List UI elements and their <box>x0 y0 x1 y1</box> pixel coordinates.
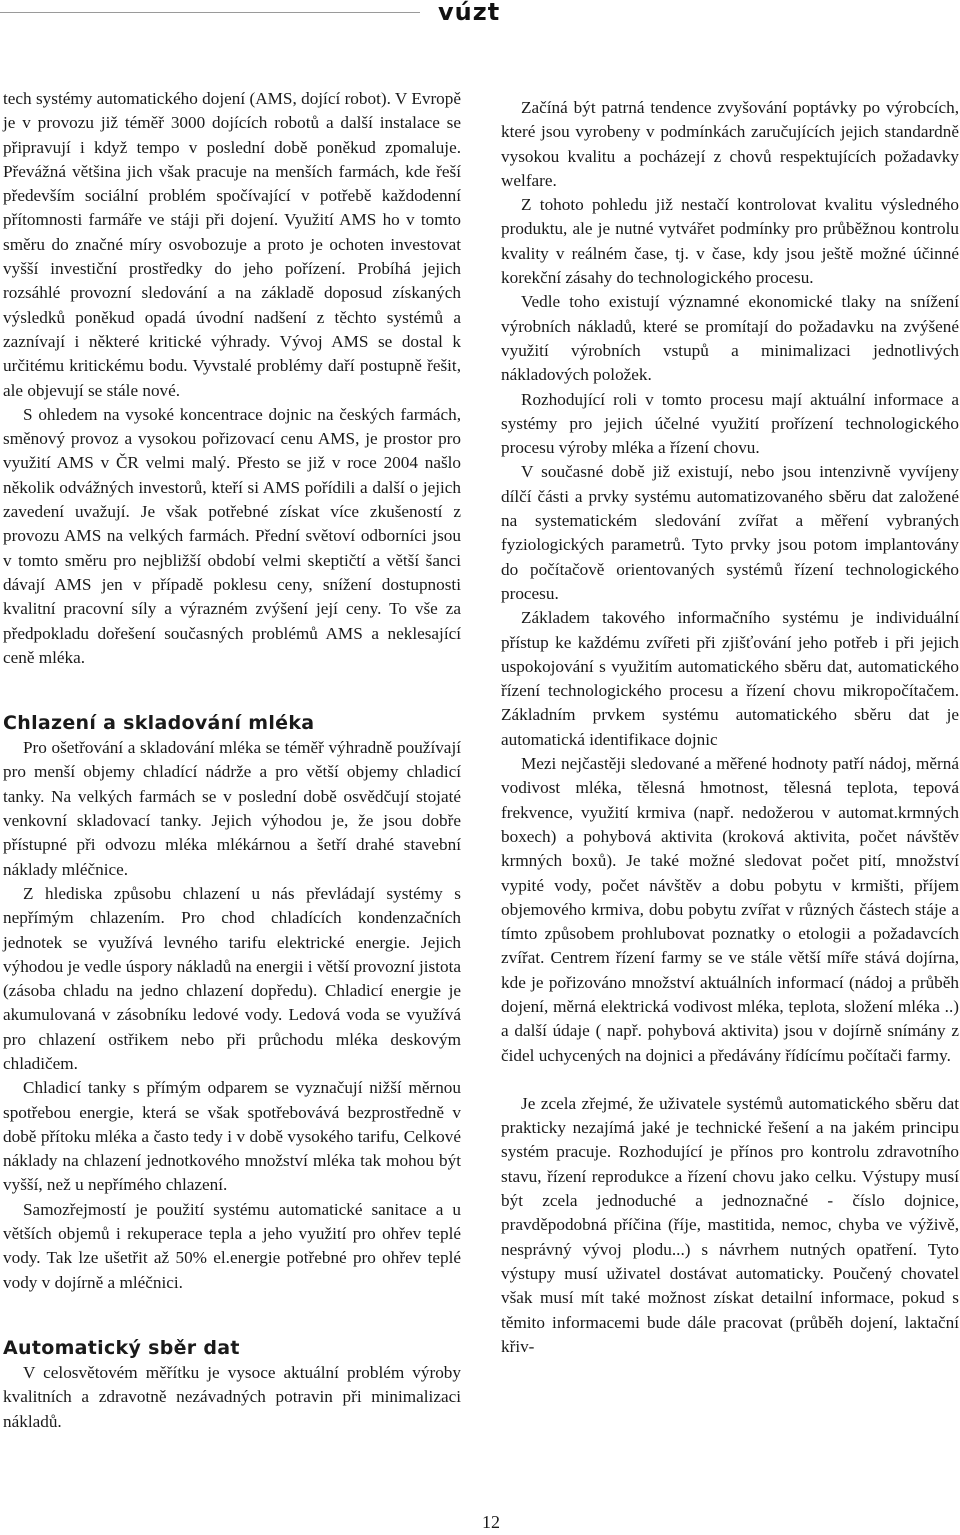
paragraph: Mezi nejčastěji sledované a měřené hodnoty patří nádoj, měrná vodivost mléka, tělesná hmotnost, tělesná teplota, tepová frekvence, využití krmiva (např. nedožerou v automat.krmných boxech) a pohybová aktivita (kroková aktivita, počet návštěv krmných boxů). Je také možné sledovat počet pití, množství vypité vody, počet návštěv a dobu pobytu v krmišti, příjem objemového krmiva, dobu pobytu zvířat v různých částech stáje a tímto způsobem prohlubovat poznatky o etologii a požadavcích zvířat. Centrem řízení farmy se ve stále větší míře stává dojírna, kde je pořizováno množství aktuálních informací (nádoj a průběh dojení, měrná elektrická vodivost mléka, teplota, složení mléka ..) a další údaje ( např. pohybová aktivita) jsou v dojírně snímány z čidel uchycených na dojnici a předávány řídícímu počítači farmy. <box>501 754 959 1065</box>
header-rule <box>0 12 420 13</box>
paragraph: Z hlediska způsobu chlazení u nás převládají systémy s nepřímým chlazením. Pro chod chladících kondenzačních jednotek se využívá levného tarifu elektrické energie. Jejich výhodou je vedle úspory nákladů na energii i větší provozní jistota (zásoba chladu na jedno chlazení dopředu). Chladicí energie je akumulovaná v zásobníku ledové vody. Ledová voda se využívá pro chlazení ostřikem nebo při průchodu mléka deskovým chladičem. <box>3 883 461 1073</box>
left-column <box>3 87 461 1434</box>
section-heading: Automatický sběr dat <box>3 1336 240 1359</box>
paragraph: S ohledem na vysoké koncentrace dojnic na českých farmách, směnový provoz a vysokou pořizovací cenu AMS, je prostor pro využití AMS v ČR velmi malý. Přesto se již v roce 2004 našlo několik odvážných investorů, kteří si AMS pořídili a další o jejich zavedení uvažují. Je však potřebné získat více zkušeností z provozu AMS na velkých farmách. Přední světoví odborníci jsou v tomto směru pro nejbližší období velmi skeptičtí a větší šanci dávají AMS jen v případě poklesu ceny, snížení dostupnosti kvalitní pracovní síly a výrazném zvýšení její ceny. To vše za předpokladu dořešení současných problémů AMS a neklesající ceně mléka. <box>3 404 461 667</box>
publisher-logo: vúzt <box>438 0 501 26</box>
paragraph: V současné době již existují, nebo jsou intenzivně vyvíjeny dílčí části a prvky systému automatizovaného sběru dat založené na systematickém sledování zvířat a měření vybraných fyziologických parametrů. Tyto prvky jsou potom implantovány do počítačově orientovaných systémů řízení technologického procesu. <box>501 462 959 603</box>
paragraph: Pro ošetřování a skladování mléka se téměř výhradně používají pro menší objemy chladící nádrže a pro větší objemy chladicí tanky. Na velkých farmách se v poslední době osvědčují stojaté venkovní skladovací tanky. Jejich výhodou je, že jsou dobře přístupné při odvozu mléka mlékárnou a šetří drahé stavební náklady mléčnice. <box>3 738 461 879</box>
page-number: 12 <box>482 1512 500 1532</box>
paragraph: Z tohoto pohledu již nestačí kontrolovat kvalitu výsledného produktu, ale je nutné vytvářet podmínky pro průběžnou kontrolu kvality v reálném čase, tj. v čase, kdy jsou ještě možné účinné korekční zásahy do technologického procesu. <box>501 195 959 288</box>
paragraph: tech systémy automatického dojení (AMS, dojící robot). V Evropě je v provozu již téměř 3000 dojících robotů a další instalace se připravují i když tempo v poslední době poněkud zpomaluje. Převážná většina jich však pracuje na menších farmách, kde řeší především sociální problém spočívající v potřebě každodenní přítomnosti farmáře ve stáji při dojení. Využití AMS ho v tomto směru do značné míry osvobozuje a proto je ochoten investovat vyšší investiční prostředky do jeho pořízení. Probíhá jejich rozsáhlé provozní sledování a na základě doposud získaných výsledků poněkud opadá úvodní nadšení z těchto systémů a zaznívají i některé kritické výhrady. Vývoj AMS se dostal k určitému kritickému bodu. Vyvstalé problémy daří postupně řešit, ale objevují se stále nové. <box>3 89 461 400</box>
paragraph: Samozřejmostí je použití systému automatické sanitace a u větších objemů i rekuperace tepla a jeho využití pro ohřev teplé vody. Tak lze ušetřit až 50% el.energie potřebné pro ohřev teplé vody v dojírně a mléčnici. <box>3 1199 461 1292</box>
section-heading: Chlazení a skladování mléka <box>3 712 315 735</box>
paragraph: Je zcela zřejmé, že uživatele systémů automatického sběru dat prakticky nezajímá jaké je technické řešení a na jakém principu systém pracuje. Rozhodující je přínos pro kontrolu zdravotního stavu, řízení reprodukce a řízení chovu jako celku. Výstupy musí být zcela jednoduché a jednoznačné - číslo dojnice, pravděpodobná příčina (říje, mastitida, nemoc, chyba ve výživě, nesprávný vývoj plodu...) s návrhem nutných opatření. Tyto výstupy musí uživatel dostávat automaticky. Poučený chovatel však musí mít také možnost získat detailní informace, pokud s těmito informacemi bude dále pracovat (průběh dojení, laktační křiv- <box>501 1093 959 1356</box>
paragraph: Chladicí tanky s přímým odparem se vyznačují nižší měrnou spotřebou energie, která se však spotřebovává bezprostředně v době přítoku mléka a často tedy i v době vysokého tarifu, Celkové náklady na chlazení jednotkového množství mléka tak mohou být vyšší, než u nepřímého chlazení. <box>3 1078 461 1195</box>
paragraph: Základem takového informačního systému je individuální přístup ke každému zvířeti při zjišťování jeho potřeb i při jejich uspokojování s využitím automatického sběru dat, automatického řízení technologického procesu a řízení chovu mikropočítačem. Základním prvkem systému automatického sběru dat je automatická identifikace dojnic <box>501 608 959 749</box>
right-column <box>501 96 959 1359</box>
page-number-container <box>0 1512 960 1533</box>
paragraph: V celosvětovém měřítku je vysoce aktuální problém výroby kvalitních a zdravotně nezávadných potravin při minimalizaci nákladů. <box>3 1362 461 1431</box>
paragraph: Rozhodující roli v tomto procesu mají aktuální informace a systémy pro jejich účelné využití prořízení technologického procesu výroby mléka a řízení chovu. <box>501 389 959 458</box>
paragraph: Vedle toho existují významné ekonomické tlaky na snížení výrobních nákladů, které se promítají do požadavku na zvýšené využití výrobních vstupů a minimalizaci jednotlivých nákladových položek. <box>501 292 959 385</box>
paragraph: Začíná být patrná tendence zvyšování poptávky po výrobcích, které jsou vyrobeny v podmínkách zaručujících jejich standardně vysokou kvalitu a pocházejí z chovů respektujících požadavky welfare. <box>501 98 959 190</box>
